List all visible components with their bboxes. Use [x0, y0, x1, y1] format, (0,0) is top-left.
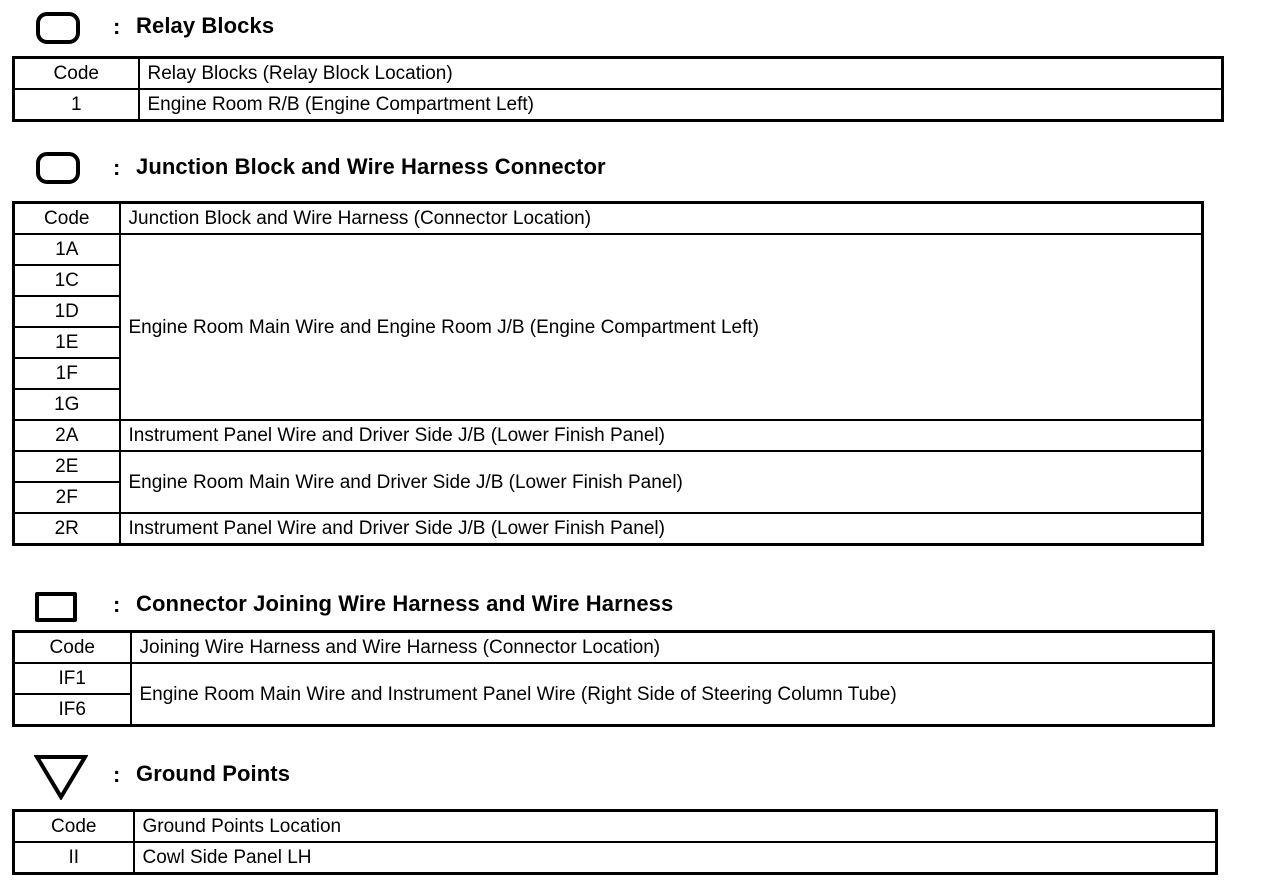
connector-joining-heading [0, 585, 1000, 625]
relay-blocks-title: Relay Blocks [136, 13, 275, 38]
table-row [14, 234, 1203, 265]
ground-points-heading [0, 752, 1000, 792]
ground-points-title: Ground Points [136, 761, 291, 786]
table-header-row [14, 203, 1203, 235]
location-cell: Engine Room Main Wire and Driver Side J/B (Lower Finish Panel) [120, 451, 1203, 513]
code-cell: 1 [14, 89, 139, 121]
relay-blocks-heading [0, 8, 1000, 48]
connector-joining-title: Connector Joining Wire Harness and Wire Harness [136, 591, 674, 616]
heading-colon: : [113, 592, 121, 617]
rounded-rectangle-icon [36, 152, 80, 184]
location-cell: Instrument Panel Wire and Driver Side J/B (Lower Finish Panel) [120, 513, 1203, 545]
location-header: Relay Blocks (Relay Block Location) [139, 58, 1223, 90]
table-row [14, 513, 1203, 545]
location-cell: Cowl Side Panel LH [134, 842, 1217, 874]
junction-block-table [12, 201, 1204, 546]
code-cell: 1F [14, 358, 120, 389]
connector-joining-table [12, 630, 1215, 727]
location-cell: Instrument Panel Wire and Driver Side J/B (Lower Finish Panel) [120, 420, 1203, 451]
heading-colon: : [113, 762, 121, 787]
table-row [14, 663, 1214, 694]
rounded-rectangle-icon [36, 12, 80, 44]
heading-colon: : [113, 155, 121, 180]
code-header: Code [14, 632, 131, 664]
code-header: Code [14, 811, 134, 843]
code-cell: IF6 [14, 694, 131, 726]
code-header: Code [14, 203, 120, 235]
ground-points-table [12, 809, 1218, 875]
location-cell: Engine Room R/B (Engine Compartment Left) [139, 89, 1223, 121]
table-row [14, 451, 1203, 482]
code-cell: 2R [14, 513, 120, 545]
code-cell: IF1 [14, 663, 131, 694]
table-header-row [14, 58, 1223, 90]
code-cell: 1G [14, 389, 120, 420]
location-cell: Engine Room Main Wire and Engine Room J/B (Engine Compartment Left) [120, 234, 1203, 420]
table-row [14, 89, 1223, 121]
triangle-icon [34, 754, 88, 800]
location-cell: Engine Room Main Wire and Instrument Panel Wire (Right Side of Steering Column Tube) [131, 663, 1214, 726]
square-icon [35, 592, 77, 622]
relay-blocks-table [12, 56, 1224, 122]
code-cell: 2A [14, 420, 120, 451]
code-cell: 1E [14, 327, 120, 358]
location-header: Ground Points Location [134, 811, 1217, 843]
code-cell: 2E [14, 451, 120, 482]
heading-colon: : [113, 14, 121, 39]
code-header: Code [14, 58, 139, 90]
location-header: Junction Block and Wire Harness (Connector Location) [120, 203, 1203, 235]
table-header-row [14, 632, 1214, 664]
table-row [14, 420, 1203, 451]
code-cell: 1D [14, 296, 120, 327]
junction-block-heading [0, 148, 1000, 188]
table-header-row [14, 811, 1217, 843]
code-cell: 1C [14, 265, 120, 296]
location-header: Joining Wire Harness and Wire Harness (Connector Location) [131, 632, 1214, 664]
table-row [14, 842, 1217, 874]
code-cell: II [14, 842, 134, 874]
junction-block-title: Junction Block and Wire Harness Connector [136, 154, 606, 179]
code-cell: 1A [14, 234, 120, 265]
code-cell: 2F [14, 482, 120, 513]
